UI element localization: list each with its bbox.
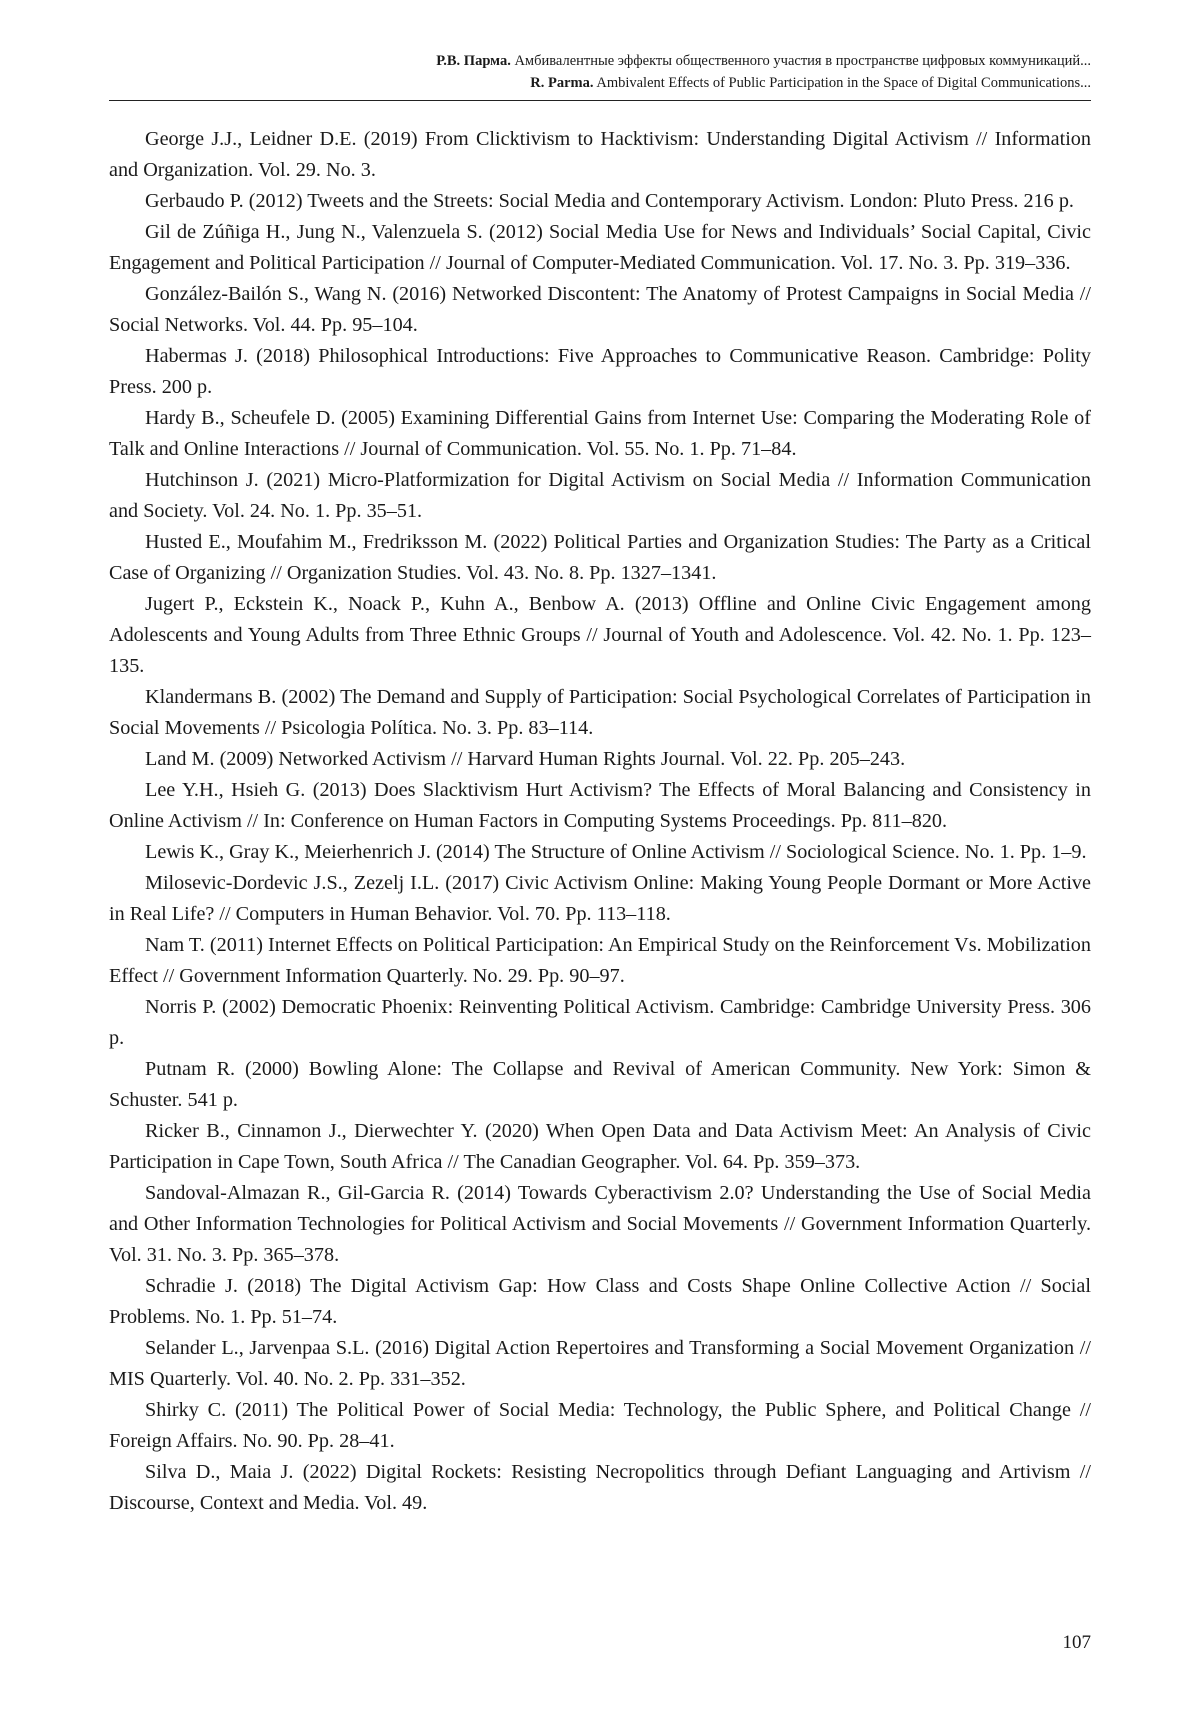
reference-item: Sandoval-Almazan R., Gil-Garcia R. (2014) Towards Cyberactivism 2.0? Understanding the Use of Social Media and Other Information Technologies for Political Activism and Social Movements // Government Information Quarterly. Vol. 31. No. 3. Pp. 365–378.: [109, 1182, 1091, 1266]
reference-item: Habermas J. (2018) Philosophical Introductions: Five Approaches to Communicative Reason. Cambridge: Polity Press. 200 p.: [109, 345, 1091, 398]
reference-item: Shirky C. (2011) The Political Power of Social Media: Technology, the Public Sphere, and Political Change // Foreign Affairs. No. 90. Pp. 28–41.: [109, 1399, 1091, 1452]
page-number: 107: [1062, 1632, 1091, 1653]
reference-item: Silva D., Maia J. (2022) Digital Rockets: Resisting Necropolitics through Defiant Languaging and Artivism // Discourse, Context and Media. Vol. 49.: [109, 1461, 1091, 1514]
running-header: [109, 50, 1091, 101]
reference-item: Nam T. (2011) Internet Effects on Political Participation: An Empirical Study on the Reinforcement Vs. Mobilization Effect // Government Information Quarterly. No. 29. Pp. 90–97.: [109, 934, 1091, 987]
reference-item: Lee Y.H., Hsieh G. (2013) Does Slacktivism Hurt Activism? The Effects of Moral Balancing and Consistency in Online Activism // In: Conference on Human Factors in Computing Systems Proceedings. Pp. 811–820.: [109, 779, 1091, 832]
reference-item: Lewis K., Gray K., Meierhenrich J. (2014) The Structure of Online Activism // Sociological Science. No. 1. Pp. 1–9.: [145, 841, 1087, 863]
reference-item: Hutchinson J. (2021) Micro-Platformization for Digital Activism on Social Media // Information Communication and Society. Vol. 24. No. 1. Pp. 35–51.: [109, 469, 1091, 522]
reference-item: Ricker B., Cinnamon J., Dierwechter Y. (2020) When Open Data and Data Activism Meet: An Analysis of Civic Participation in Cape Town, South Africa // The Canadian Geographer. Vol. 64. Pp. 359–373.: [109, 1120, 1091, 1173]
header-author-ru: Р.В. Парма.: [436, 53, 511, 69]
reference-list: [109, 124, 1091, 1519]
reference-item: Klandermans B. (2002) The Demand and Supply of Participation: Social Psychological Correlates of Participation in Social Movements // Psicologia Política. No. 3. Pp. 83–114.: [109, 686, 1091, 739]
reference-item: Gil de Zúñiga H., Jung N., Valenzuela S. (2012) Social Media Use for News and Individuals’ Social Capital, Civic Engagement and Political Participation // Journal of Computer-Mediated Communication. Vol. 17. No. 3. Pp. 319–336.: [109, 221, 1091, 274]
reference-item: Milosevic-Dordevic J.S., Zezelj I.L. (2017) Civic Activism Online: Making Young People Dormant or More Active in Real Life? // Computers in Human Behavior. Vol. 70. Pp. 113–118.: [109, 872, 1091, 925]
header-title-ru: Амбивалентные эффекты общественного участия в пространстве цифровых коммуникаций...: [514, 53, 1091, 69]
reference-item: George J.J., Leidner D.E. (2019) From Clicktivism to Hacktivism: Understanding Digital Activism // Information and Organization. Vol. 29. No. 3.: [109, 128, 1091, 181]
reference-item: Hardy B., Scheufele D. (2005) Examining Differential Gains from Internet Use: Comparing the Moderating Role of Talk and Online Interactions // Journal of Communication. Vol. 55. No. 1. Pp. 71–84.: [109, 407, 1091, 460]
reference-item: Schradie J. (2018) The Digital Activism Gap: How Class and Costs Shape Online Collective Action // Social Problems. No. 1. Pp. 51–74.: [109, 1275, 1091, 1328]
reference-item: Selander L., Jarvenpaa S.L. (2016) Digital Action Repertoires and Transforming a Social Movement Organization // MIS Quarterly. Vol. 40. No. 2. Pp. 331–352.: [109, 1337, 1091, 1390]
header-line-ru: [109, 50, 1091, 72]
header-author-en: R. Parma.: [530, 75, 594, 91]
reference-item: Land M. (2009) Networked Activism // Harvard Human Rights Journal. Vol. 22. Pp. 205–243.: [145, 748, 906, 770]
reference-item: Jugert P., Eckstein K., Noack P., Kuhn A., Benbow A. (2013) Offline and Online Civic Engagement among Adolescents and Young Adults from Three Ethnic Groups // Journal of Youth and Adolescence. Vol. 42. No. 1. Pp. 123–135.: [109, 593, 1091, 677]
reference-item: Putnam R. (2000) Bowling Alone: The Collapse and Revival of American Community. New York: Simon & Schuster. 541 p.: [109, 1058, 1091, 1111]
reference-item: Norris P. (2002) Democratic Phoenix: Reinventing Political Activism. Cambridge: Cambridge University Press. 306 p.: [109, 996, 1091, 1049]
header-line-en: [109, 72, 1091, 94]
reference-item: Husted E., Moufahim M., Fredriksson M. (2022) Political Parties and Organization Studies: The Party as a Critical Case of Organizing // Organization Studies. Vol. 43. No. 8. Pp. 1327–1341.: [109, 531, 1091, 584]
reference-item: Gerbaudo P. (2012) Tweets and the Streets: Social Media and Contemporary Activism. London: Pluto Press. 216 p.: [145, 190, 1074, 212]
header-title-en: Ambivalent Effects of Public Participation in the Space of Digital Communications...: [596, 75, 1091, 91]
reference-item: González-Bailón S., Wang N. (2016) Networked Discontent: The Anatomy of Protest Campaigns in Social Media // Social Networks. Vol. 44. Pp. 95–104.: [109, 283, 1091, 336]
